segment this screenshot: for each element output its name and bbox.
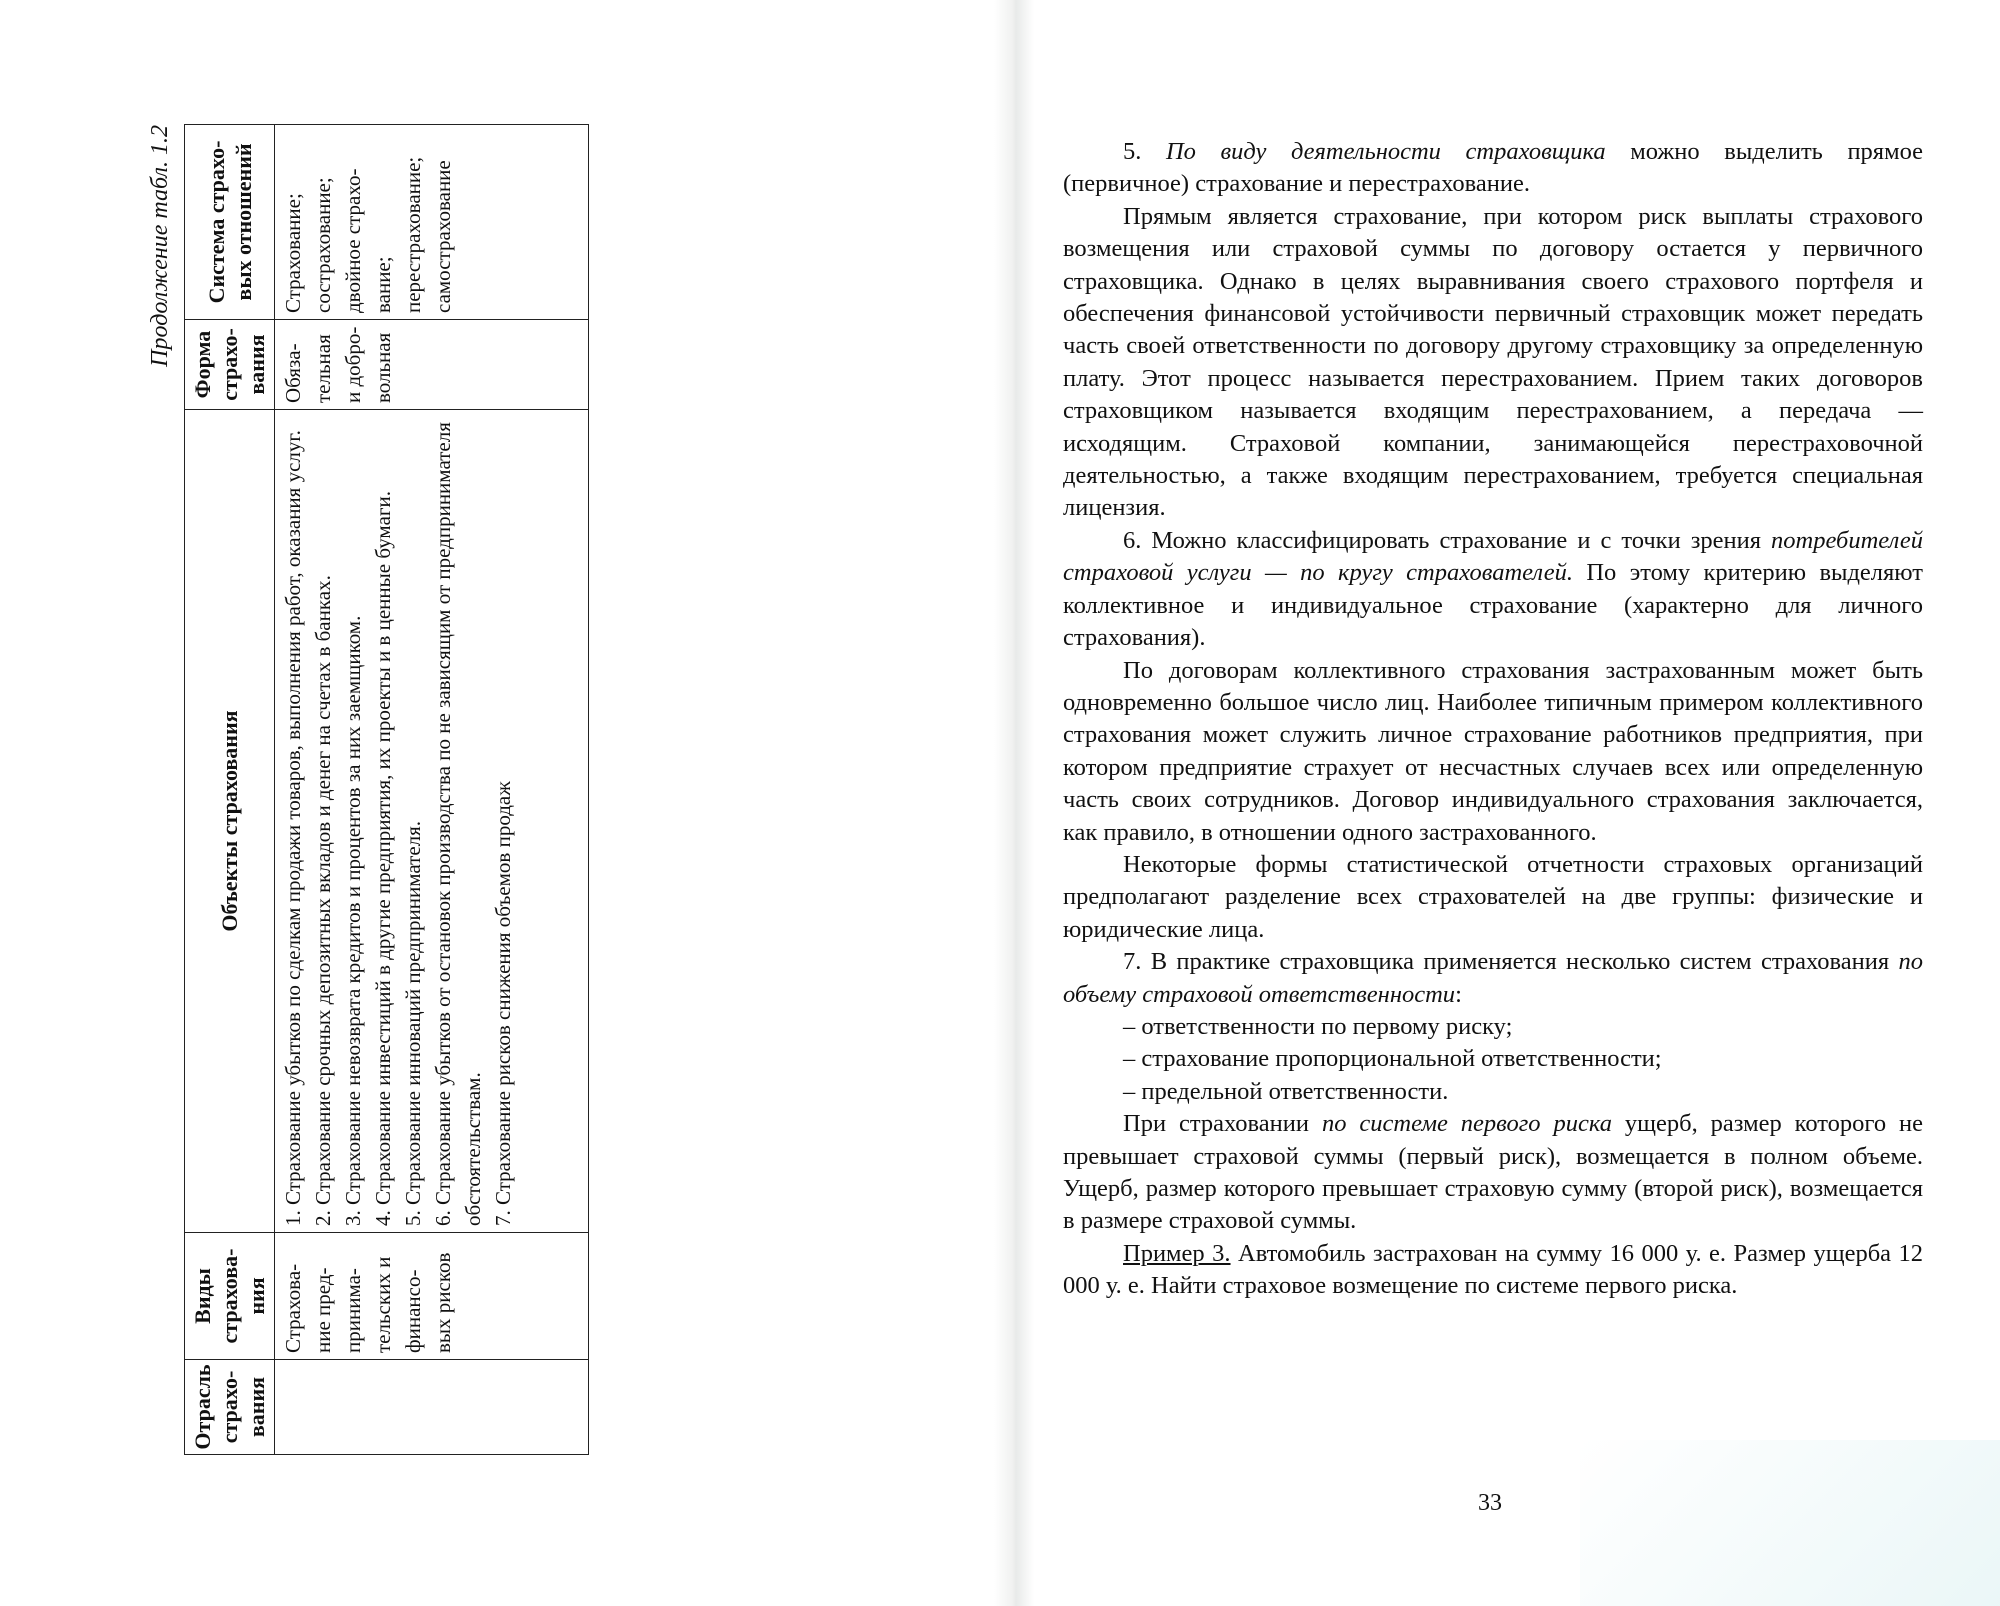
header-form: Форма страхо-вания	[185, 320, 275, 410]
left-page-rotated-table	[140, 125, 555, 1455]
paragraph-text: ущерб, размер которого не превышает страховой суммы (первый риск), возмещается в полном объеме. Ущерб, размер которого превышает страховую сумму (второй риск), возмещается в размере страховой суммы.	[1063, 1110, 1924, 1235]
cell-kinds: Страхова-ние пред-принима-тельских и финансо-вых рисков	[275, 1233, 589, 1360]
page-tint	[1580, 1440, 2000, 1606]
cell-form: Обяза-тельная и добро-вольная	[275, 320, 589, 410]
right-page-text	[1063, 136, 1923, 1303]
paragraph-example-3	[1063, 1238, 1923, 1303]
paragraph-direct-insurance: Прямым является страхование, при котором риск выплаты страхового возмещения или страховой суммы по договору остается у первичного страховщика. Однако в целях выравнивания своего страхового портфеля и обеспечения финансовой устойчивости первичный страховщик может передать часть своей ответственности по договору другому страховщику за определенную плату. Этот процесс называется перестрахованием. Прием таких договоров страховщиком называется входящим перестрахованием, а передача — исходящим. Страховой компании, занимающейся перестраховочной деятельностью, а также входящим перестрахованием, требуется специальная лицензия.	[1063, 202, 1923, 522]
example-label: Пример 3.	[1123, 1239, 1231, 1267]
object-item-3: 3. Страхование невозврата кредитов и процентов за них заемщиком.	[341, 615, 365, 1226]
insurance-classification-table	[184, 124, 589, 1455]
table-row	[275, 125, 589, 1455]
paragraph-7	[1063, 946, 1923, 1011]
paragraph-5	[1063, 136, 1923, 201]
cell-branch	[275, 1360, 589, 1455]
header-kinds: Виды страхова-ния	[185, 1233, 275, 1360]
system-item-2: сострахование;	[311, 177, 335, 313]
object-item-7: 7. Страхование рисков снижения объемов продаж	[491, 781, 515, 1226]
list-item: – ответственности по первому риску;	[1123, 1012, 1513, 1040]
system-item-5: самострахование	[431, 160, 455, 313]
paragraph-text: По этому критерию выделяют коллективное и индивидуальное страхование (характерно для личного страхования).	[1063, 559, 1923, 652]
list-item: – предельной ответственности.	[1123, 1077, 1449, 1105]
table-continuation-label: Продолжение табл. 1.2	[147, 125, 173, 367]
emphasis-text: потребителей страховой услуги — по кругу страхователей.	[1063, 526, 1923, 587]
system-item-3: двойное страхо-вание;	[341, 168, 395, 313]
system-item-4: перестрахование;	[401, 156, 425, 313]
paragraph-text: можно выделить прямое (первичное) страхование и перестрахование.	[1063, 138, 1924, 198]
cell-objects	[275, 410, 589, 1233]
table-header-row	[185, 125, 275, 1455]
object-item-6: 6. Страхование убытков от остановок производства по не зависящим от предпринимателя обстоятельствам.	[431, 422, 485, 1226]
paragraph-text: 7. В практике страховщика применяется несколько систем страхования	[1123, 948, 1890, 976]
object-item-4: 4. Страхование инвестиций в другие предприятия, их проекты и в ценные бумаги.	[371, 491, 395, 1226]
emphasis-text: по системе первого риска	[1321, 1110, 1612, 1138]
emphasis-text: По виду деятельности страховщика	[1165, 138, 1606, 165]
paragraph-statistics: Некоторые формы статистической отчетности страховых организаций предполагают разделение всех страхователей на две группы: физические и юридические лица.	[1063, 850, 1923, 943]
book-gutter	[994, 0, 1034, 1606]
object-item-1: 1. Страхование убытков по сделкам продажи товаров, выполнения работ, оказания услуг.	[281, 430, 305, 1226]
object-item-2: 2. Страхование срочных депозитных вкладов и денег на счетах в банках.	[311, 575, 335, 1226]
paragraph-first-risk	[1063, 1108, 1923, 1238]
paragraph-text: 6. Можно классифицировать страхование и с точки зрения	[1123, 526, 1762, 554]
paragraph-text: Автомобиль застрахован на сумму 16 000 у. е. Размер ущерба 12 000 у. е. Найти страховое возмещение по системе первого риска.	[1063, 1239, 1923, 1300]
paragraph-collective: По договорам коллективного страхования застрахованным может быть одновременно большое число лиц. Наиболее типичным примером коллективного страхования может служить личное страхование работников предприятия, при котором предприятие страхует от несчастных случаев всех или определенную часть своих сотрудников. Договор индивидуального страхования заключается, как правило, в отношении одного застрахованного.	[1063, 656, 1923, 846]
object-item-5: 5. Страхование инноваций предпринимателя.	[401, 820, 425, 1226]
header-system: Система страхо-вых отношений	[185, 125, 275, 320]
system-item-1: Страхование;	[281, 193, 305, 313]
header-branch: Отрасль страхо-вания	[185, 1360, 275, 1455]
paragraph-6	[1063, 525, 1923, 655]
page-number: 33	[1478, 1490, 1502, 1516]
header-objects: Объекты страхования	[185, 410, 275, 1233]
paragraph-number: 5.	[1123, 138, 1142, 165]
paragraph-text: При страховании	[1123, 1110, 1310, 1138]
cell-system	[275, 125, 589, 320]
emphasis-text: по объему страховой ответственности	[1063, 948, 1923, 1008]
paragraph-text: :	[1455, 980, 1462, 1008]
list-item: – страхование пропорциональной ответственности;	[1123, 1045, 1662, 1073]
